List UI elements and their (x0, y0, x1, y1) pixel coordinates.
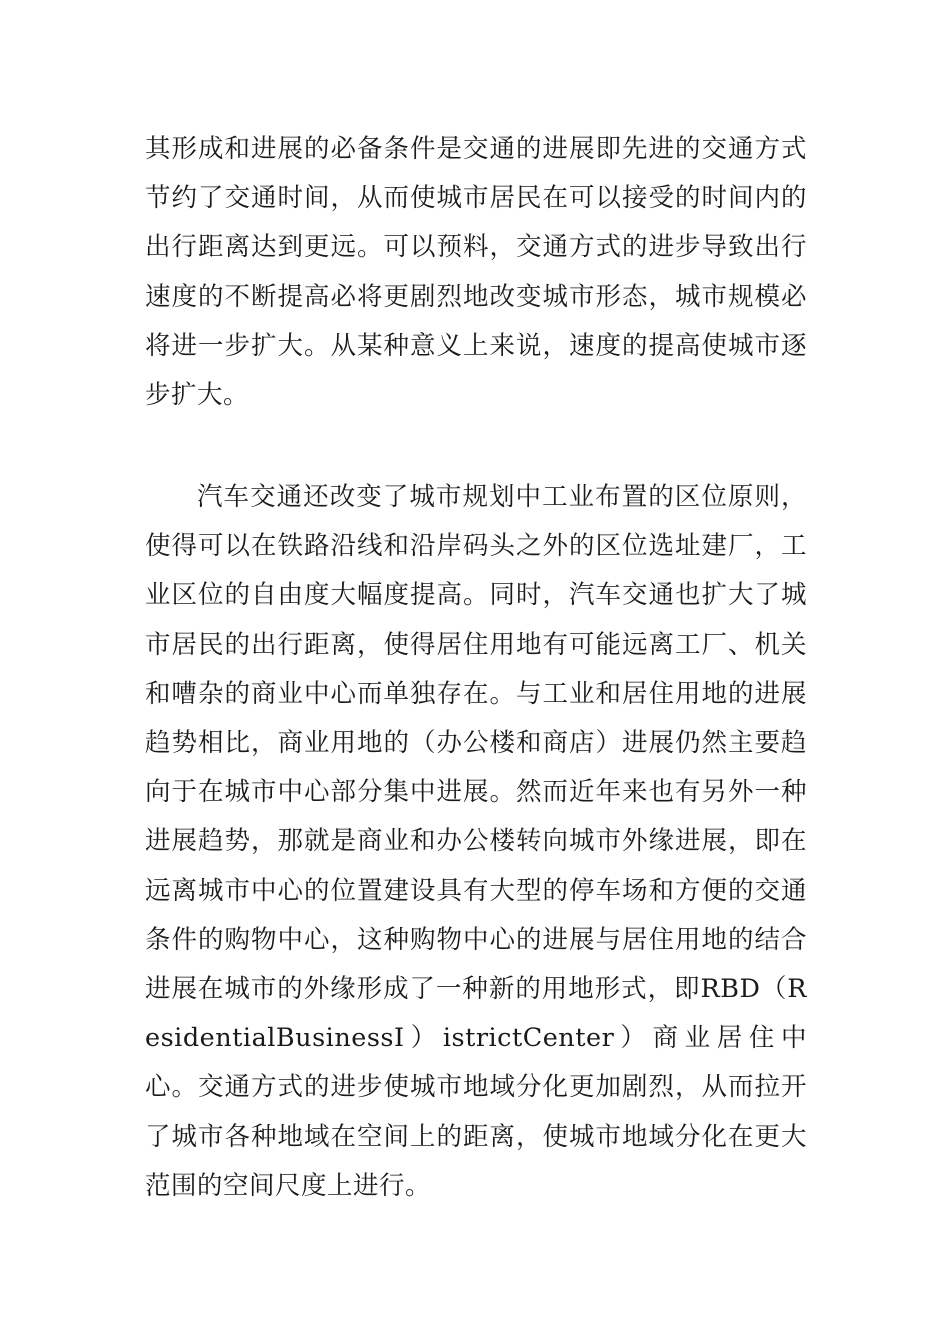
body-paragraph: 汽车交通还改变了城市规划中工业布置的区位原则，使得可以在铁路沿线和沿岸码头之外的区位选址建厂，工业区位的自由度大幅度提高。同时，汽车交通也扩大了城市居民的出行距离，使得居住用地有可能远离工厂、机关和嘈杂的商业中心而单独存在。与工业和居住用地的进展趋势相比，商业用地的（办公楼和商店）进展仍然主要趋向于在城市中心部分集中进展。然而近年来也有另外一种进展趋势，那就是商业和办公楼转向城市外缘进展，即在远离城市中心的位置建设具有大型的停车场和方便的交通条件的购物中心，这种购物中心的进展与居住用地的结合进展在城市的外缘形成了一种新的用地形式，即RBD（ResidentialBusinessI）istrictCenter）商业居住中心。交通方式的进步使城市地域分化更加剧烈，从而拉开了城市各种地域在空间上的距离，使城市地域分化在更大范围的空间尺度上进行。 (145, 482, 807, 1201)
body-paragraph: 其形成和进展的必备条件是交通的进展即先进的交通方式节约了交通时间，从而使城市居民在可以接受的时间内的出行距离达到更远。可以预料，交通方式的进步导致出行速度的不断提高必将更剧烈地改变城市形态，城市规模必将进一步扩大。从某种意义上来说，速度的提高使城市逐步扩大。 (145, 134, 807, 411)
